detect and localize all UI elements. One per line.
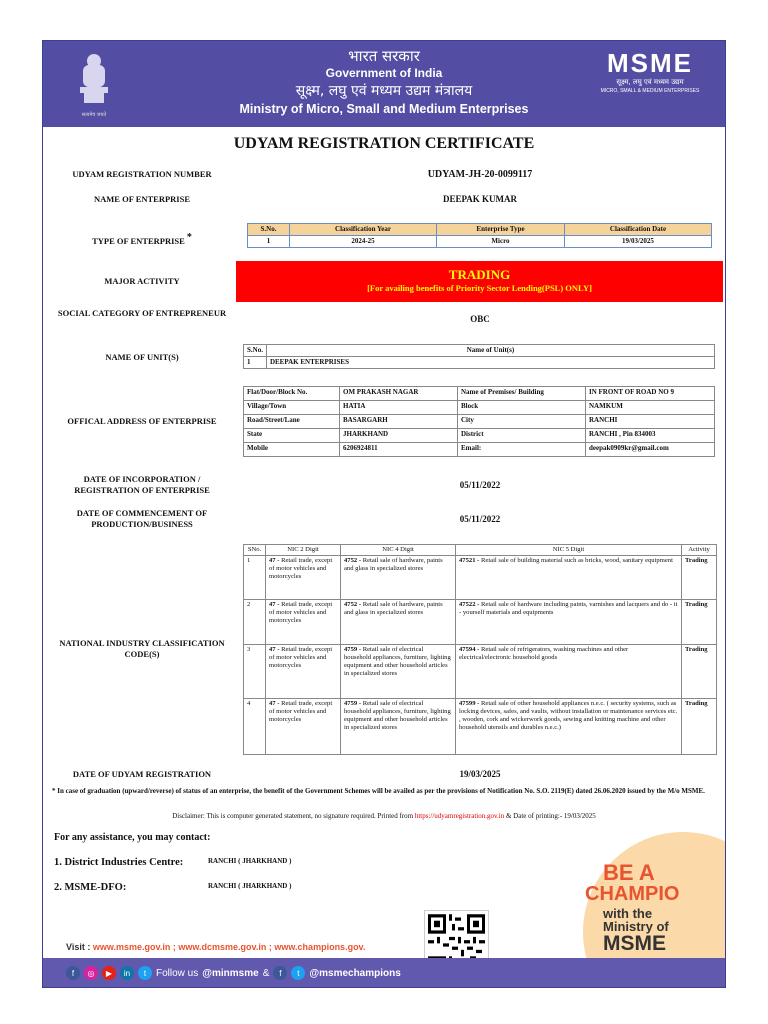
graduation-note: * In case of graduation (upward/reverse) of status of an enterprise, the benefit of the Government Schemes will be availed as per the provisions of Notification No. S.O. 2119(E) dated 26.06.2020 issued by the M/o MSME. <box>52 787 705 795</box>
commencement-date-label: DATE OF COMMENCEMENT OF PRODUCTION/BUSINESS <box>76 508 208 529</box>
address-cell: RANCHI <box>586 415 715 429</box>
nic-code: 47594 - <box>459 646 480 653</box>
handle-msmechampions[interactable]: @msmechampions <box>309 967 401 979</box>
address-cell: District <box>458 429 586 443</box>
contact-dfo-value: RANCHI ( JHARKHAND ) <box>208 882 292 890</box>
enterprise-type-label <box>52 232 232 247</box>
disclaimer-url-link[interactable]: https://udyamregistration.gov.in <box>414 812 505 820</box>
disclaimer <box>0 812 768 820</box>
nic-cell: 47594 - Retail sale of refrigerators, washing machines and other electrical/electronic household goods <box>456 645 682 699</box>
classification-header: Classification Date <box>565 224 712 236</box>
table-row <box>244 556 717 600</box>
unit-cell: DEEPAK ENTERPRISES <box>266 357 714 369</box>
enterprise-type-star: * <box>186 232 192 243</box>
reg-number-value: UDYAM-JH-20-0099117 <box>427 169 533 180</box>
classification-cell: 2024-25 <box>290 236 437 248</box>
enterprise-name-label: NAME OF ENTERPRISE <box>93 194 191 204</box>
address-cell: Road/Street/Lane <box>244 415 340 429</box>
nic-header: NIC 5 Digit <box>456 545 682 556</box>
table-row <box>244 415 715 429</box>
table-row <box>244 600 717 645</box>
major-activity-note: [For availing benefits of Priority Sector Lending(PSL) ONLY] <box>367 283 592 293</box>
twitter-icon[interactable]: t <box>138 966 152 980</box>
nic-code: 47599 - <box>459 700 480 707</box>
nic-cell: 47599 - Retail sale of other household appliances n.e.c. ( security systems, such as locking devices, safes, and vaults, without installation or maintenance services etc. , wooden, cork and wickerwork goods, sewing and knitting machine and other household utensils and durables n.e.c.) <box>456 699 682 755</box>
twitter-icon[interactable]: t <box>291 966 305 980</box>
gov-hindi: भारत सरकार <box>348 47 420 65</box>
address-cell: JHARKHAND <box>340 429 458 443</box>
nic-cell: 3 <box>244 645 266 699</box>
nic-header: Activity <box>682 545 717 556</box>
follow-amp: & <box>262 967 270 979</box>
msme-logo-sub: MICRO, SMALL & MEDIUM ENTERPRISES <box>600 88 700 94</box>
classification-header: Classification Year <box>290 224 437 236</box>
msme-logo <box>595 49 705 95</box>
contact-dic-label: 1. District Industries Centre: <box>54 857 184 868</box>
facebook-icon[interactable]: f <box>66 966 80 980</box>
major-activity-value: TRADING <box>448 267 511 282</box>
ministry-hindi: सूक्ष्म, लघु एवं मध्यम उद्यम मंत्रालय <box>295 83 473 99</box>
nic-cell: 4 <box>244 699 266 755</box>
nic-cell: Trading <box>682 645 717 699</box>
address-cell: RANCHI , Pin 834003 <box>586 429 715 443</box>
unit-name-label: NAME OF UNIT(S) <box>105 352 179 362</box>
address-cell: State <box>244 429 340 443</box>
classification-cell: 19/03/2025 <box>565 236 712 248</box>
incorporation-date-label: DATE OF INCORPORATION / REGISTRATION OF ENTERPRISE <box>74 474 210 495</box>
footer-visit-label: Visit : <box>66 942 91 952</box>
social-category-value: OBC <box>470 314 490 324</box>
classification-header-row <box>248 224 712 236</box>
address-cell: Email: <box>458 443 586 457</box>
reg-number-label: UDYAM REGISTRATION NUMBER <box>72 169 212 179</box>
incorporation-date-value: 05/11/2022 <box>459 480 501 490</box>
nic-cell: 47 - Retail trade, except of motor vehicles and motorcycles <box>266 699 341 755</box>
table-row <box>244 429 715 443</box>
nic-code: 47 - <box>269 646 280 653</box>
ministry-english: Ministry of Micro, Small and Medium Enterprises <box>239 102 529 116</box>
champion-graphic <box>573 832 725 958</box>
nic-code: 4759 - <box>344 700 362 707</box>
address-cell: City <box>458 415 586 429</box>
nic-label: NATIONAL INDUSTRY CLASSIFICATION CODE(S) <box>59 638 225 659</box>
handle-minmsme[interactable]: @minmsme <box>202 967 259 979</box>
table-row <box>244 387 715 401</box>
nic-code: 4752 - <box>344 557 362 564</box>
social-category-label: SOCIAL CATEGORY OF ENTREPRENEUR <box>57 308 227 318</box>
msme-logo-hindi: सूक्ष्म, लघु एवं मध्यम उद्यम <box>616 78 684 86</box>
youtube-icon[interactable]: ▶ <box>102 966 116 980</box>
emblem-caption: सत्यमेव जयते <box>81 112 107 118</box>
major-activity-box <box>236 261 723 302</box>
nic-cell: 2 <box>244 600 266 645</box>
address-cell: NAMKUM <box>586 401 715 415</box>
gov-english: Government of India <box>325 66 443 80</box>
address-cell: Village/Town <box>244 401 340 415</box>
address-table <box>243 386 715 457</box>
enterprise-name-value: DEEPAK KUMAR <box>442 194 518 204</box>
nic-cell: Trading <box>682 556 717 600</box>
footer-website-links[interactable]: www.msme.gov.in ; www.dcmsme.gov.in ; www.champions.gov. <box>92 942 366 952</box>
contact-dic-value: RANCHI ( JHARKHAND ) <box>208 857 292 865</box>
udyam-date-value: 19/03/2025 <box>459 769 501 779</box>
table-row <box>244 645 717 699</box>
nic-header-row <box>244 545 717 556</box>
footer-social <box>66 962 401 984</box>
footer-visit <box>66 942 365 952</box>
classification-table <box>247 223 712 248</box>
follow-label: Follow us <box>156 967 199 979</box>
facebook-icon[interactable]: f <box>273 966 287 980</box>
nic-cell: 47 - Retail trade, except of motor vehicles and motorcycles <box>266 600 341 645</box>
table-row <box>244 443 715 457</box>
disclaimer-prefix: Disclaimer: This is computer generated statement, no signature required. Printed from <box>172 812 414 820</box>
table-row <box>244 699 717 755</box>
table-row <box>244 357 715 369</box>
address-cell: Name of Premises/ Building <box>458 387 586 401</box>
address-cell: Block <box>458 401 586 415</box>
champion-line3: with the <box>603 906 653 921</box>
table-row <box>248 236 712 248</box>
nic-cell: 4759 - Retail sale of electrical household appliances, furniture, lighting equipment and other household articles in specialized stores <box>341 699 456 755</box>
champion-line2: CHAMPIO <box>585 883 680 905</box>
address-cell: HATIA <box>340 401 458 415</box>
classification-cell: 1 <box>248 236 290 248</box>
nic-cell: Trading <box>682 699 717 755</box>
unit-header: Name of Unit(s) <box>266 345 714 357</box>
contact-dfo-label: 2. MSME-DFO: <box>54 882 127 893</box>
unit-header-row <box>244 345 715 357</box>
udyam-date-label: DATE OF UDYAM REGISTRATION <box>72 769 212 779</box>
disclaimer-suffix: & Date of printing:- 19/03/2025 <box>505 812 596 820</box>
classification-cell: Micro <box>437 236 565 248</box>
nic-table <box>243 544 717 755</box>
nic-code: 47 - <box>269 700 280 707</box>
unit-cell: 1 <box>244 357 267 369</box>
nic-cell: 4752 - Retail sale of hardware, paints and glass in specialized stores <box>341 556 456 600</box>
major-activity-label: MAJOR ACTIVITY <box>104 276 180 286</box>
classification-header: S.No. <box>248 224 290 236</box>
nic-code: 47 - <box>269 601 280 608</box>
nic-cell: 4759 - Retail sale of electrical household appliances, furniture, lighting equipment and other household articles in specialized stores <box>341 645 456 699</box>
assistance-heading: For any assistance, you may contact: <box>54 832 211 843</box>
nic-code: 47 - <box>269 557 280 564</box>
address-cell: BASARGARH <box>340 415 458 429</box>
address-cell: OM PRAKASH NAGAR <box>340 387 458 401</box>
nic-code: 4752 - <box>344 601 362 608</box>
nic-cell: 47522 - Retail sale of hardware including paints, varnishes and lacquers and do - it - yourself materials and equipments <box>456 600 682 645</box>
nic-code: 47521 - <box>459 557 480 564</box>
address-cell: Flat/Door/Block No. <box>244 387 340 401</box>
champion-text <box>585 860 680 955</box>
champion-line4: Ministry of <box>603 919 669 934</box>
address-cell: IN FRONT OF ROAD NO 9 <box>586 387 715 401</box>
unit-header: S.No. <box>244 345 267 357</box>
address-email-link[interactable]: deepak0909kr@gmail.com <box>586 443 715 457</box>
linkedin-icon[interactable]: in <box>120 966 134 980</box>
nic-header: NIC 2 Digit <box>266 545 341 556</box>
champion-line5: MSME <box>603 932 666 955</box>
classification-header: Enterprise Type <box>437 224 565 236</box>
nic-cell: 47 - Retail trade, except of motor vehicles and motorcycles <box>266 556 341 600</box>
nic-cell: 4752 - Retail sale of hardware, paints and glass in specialized stores <box>341 600 456 645</box>
table-row <box>244 401 715 415</box>
instagram-icon[interactable]: ◎ <box>84 966 98 980</box>
commencement-date-value: 05/11/2022 <box>459 514 501 524</box>
nic-cell: 47521 - Retail sale of building material such as bricks, wood, sanitary equipment <box>456 556 682 600</box>
address-label: OFFICAL ADDRESS OF ENTERPRISE <box>67 416 217 426</box>
address-cell: Mobile <box>244 443 340 457</box>
nic-header: NIC 4 Digit <box>341 545 456 556</box>
nic-cell: 1 <box>244 556 266 600</box>
nic-code: 4759 - <box>344 646 362 653</box>
champion-line1: BE A <box>603 860 655 885</box>
nic-code: 47522 - <box>459 601 480 608</box>
enterprise-type-label-text: TYPE OF ENTERPRISE <box>92 235 185 246</box>
address-cell: 6206924811 <box>340 443 458 457</box>
msme-logo-word: MSME <box>607 48 693 78</box>
unit-table <box>243 344 715 369</box>
header-banner <box>43 41 725 127</box>
nic-cell: 47 - Retail trade, except of motor vehicles and motorcycles <box>266 645 341 699</box>
nic-cell: Trading <box>682 600 717 645</box>
certificate-title: UDYAM REGISTRATION CERTIFICATE <box>233 135 535 152</box>
nic-header: SNo. <box>244 545 266 556</box>
